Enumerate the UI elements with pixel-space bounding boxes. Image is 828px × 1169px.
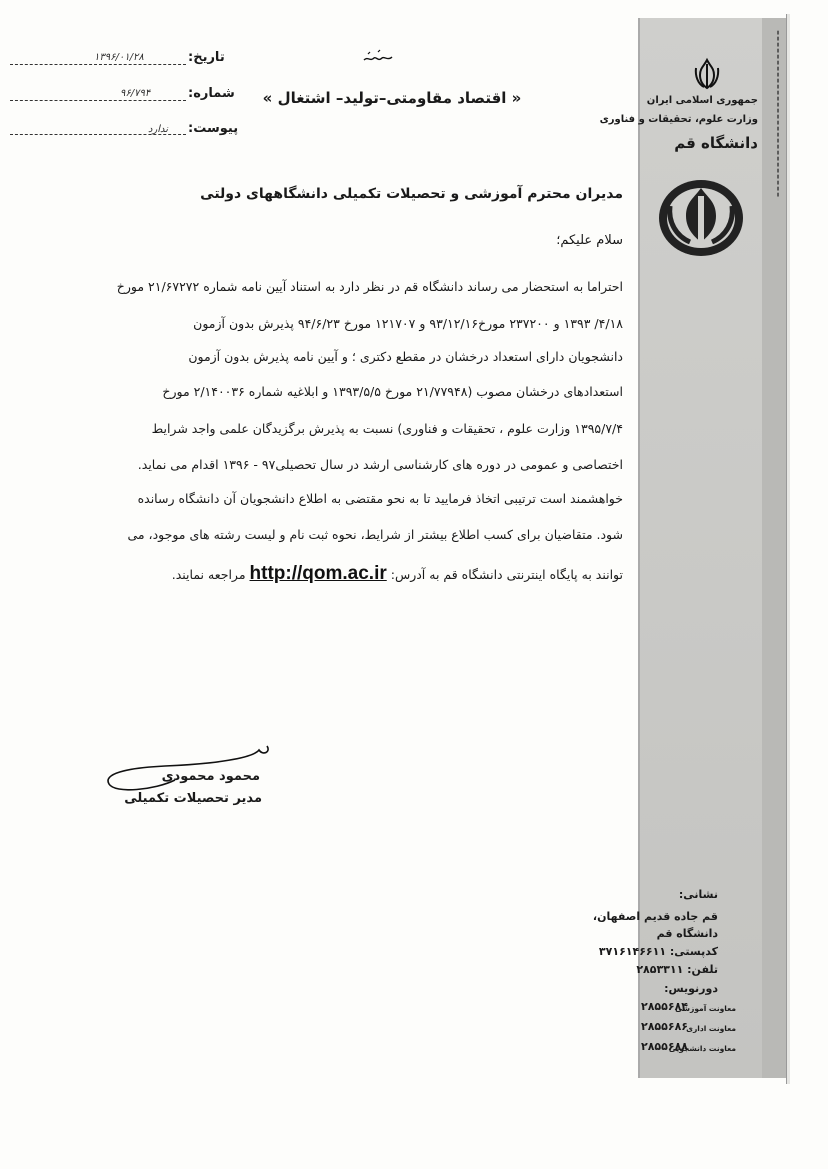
body-line: استعدادهای درخشان مصوب (۲۱/۷۷۹۴۸ مورخ ۱۳۹۳/۵/۵ و ابلاغیه شماره ۲/۱۴۰۰۳۶ مورخ <box>162 384 623 399</box>
number-value: ۹۶/۷۹۴ <box>120 88 151 99</box>
fax-row-label: معاونت دانشجویی <box>668 1044 736 1053</box>
page-border <box>786 14 790 1084</box>
fax-row-label: معاونت آموزشی <box>675 1004 736 1013</box>
body-line-text: توانند به پایگاه اینترنتی دانشگاه قم به آدرس: <box>390 567 623 582</box>
fax-row-value: ۲۸۵۵۶۸۴ <box>641 1000 688 1013</box>
fax-row-value: ۲۸۵۵۶۸۸ <box>641 1040 688 1053</box>
phone: تلفن: ۲۸۵۳۳۱۱ <box>636 963 718 976</box>
body-line-text: مراجعه نمایند. <box>171 567 246 582</box>
address-title: نشانی: <box>678 888 718 901</box>
motto: « اقتصاد مقاومتی–تولید– اشتغال » <box>262 89 522 107</box>
ministry-name: وزارت علوم، تحقیقات و فناوری <box>599 114 758 125</box>
iran-emblem-icon <box>692 58 722 90</box>
body-line: خواهشمند است ترتیبی اتخاذ فرمایید تا به نحو مقتضی به اطلاع دانشجویان آن دانشگاه رسانده <box>137 491 623 506</box>
body-line: احتراما به استحضار می رساند دانشگاه قم در نظر دارد به استناد آیین نامه شماره ۲۱/۶۷۲۷۲ مورخ <box>116 279 623 294</box>
body-line: اختصاصی و عمومی در دوره های کارشناسی ارشد در سال تحصیلی۹۷ - ۱۳۹۶ اقدام می نماید. <box>137 457 623 472</box>
address-line-2: دانشگاه قم <box>656 927 718 940</box>
address-line-1: قم جاده قدیم اصفهان، <box>592 910 718 923</box>
fax-row-value: ۲۸۵۵۶۸۶ <box>641 1020 688 1033</box>
body-line: ۴/۱۸/ ۱۳۹۳ و ۲۳۷۲۰۰ مورخ۹۳/۱۲/۱۶ و ۱۲۱۷۰۷ مورخ ۹۴/۶/۲۳ پذیرش بدون آزمون <box>193 316 623 331</box>
bismillah-calligraphy-icon <box>362 46 394 68</box>
body-line: ۱۳۹۵/۷/۴ وزارت علوم ، تحقیقات و فناوری) نسبت به پذیرش برگزیدگان علمی واجد شرایط <box>151 421 623 436</box>
signatory-title: مدیر تحصیلات تکمیلی <box>124 791 262 806</box>
scan-edge-text: ▮▮▮▮▮▮▮▮▮▮▮▮▮▮▮▮▮▮▮▮▮▮▮▮▮▮▮▮ <box>775 30 781 198</box>
number-underline <box>10 100 186 101</box>
salutation: سلام علیکم؛ <box>556 233 623 248</box>
number-label: شماره: <box>188 86 235 101</box>
attachment-label: پیوست: <box>188 121 239 136</box>
university-logo-icon <box>656 176 746 258</box>
fax-row-label: معاونت اداری <box>686 1024 736 1033</box>
body-line-last <box>172 563 623 585</box>
attachment-value: ندارد <box>148 124 169 135</box>
date-value: ۱۳۹۶/۰۱/۲۸ <box>94 52 144 63</box>
body-line: دانشجویان دارای استعداد درخشان در مقطع دکتری ؛ و آیین نامه پذیرش بدون آزمون <box>188 349 623 364</box>
government-name: جمهوری اسلامی ایران <box>646 95 758 106</box>
addressee: مدیران محترم آموزشی و تحصیلات تکمیلی دانشگاههای دولتی <box>200 186 623 202</box>
date-underline <box>10 64 186 65</box>
signatory-name: محمود محمودی <box>161 769 260 784</box>
body-line: شود. متقاضیان برای کسب اطلاع بیشتر از شرایط، نحوه ثبت نام و لیست رشته های موجود، می <box>127 527 623 542</box>
postcode: کدپستی: ۳۷۱۶۱۴۶۶۱۱ <box>598 945 718 958</box>
university-name: دانشگاه قم <box>674 134 758 152</box>
date-label: تاریخ: <box>188 50 225 65</box>
website-link[interactable]: http://qom.ac.ir <box>249 563 387 584</box>
fax-title: دورنویس: <box>664 982 718 995</box>
